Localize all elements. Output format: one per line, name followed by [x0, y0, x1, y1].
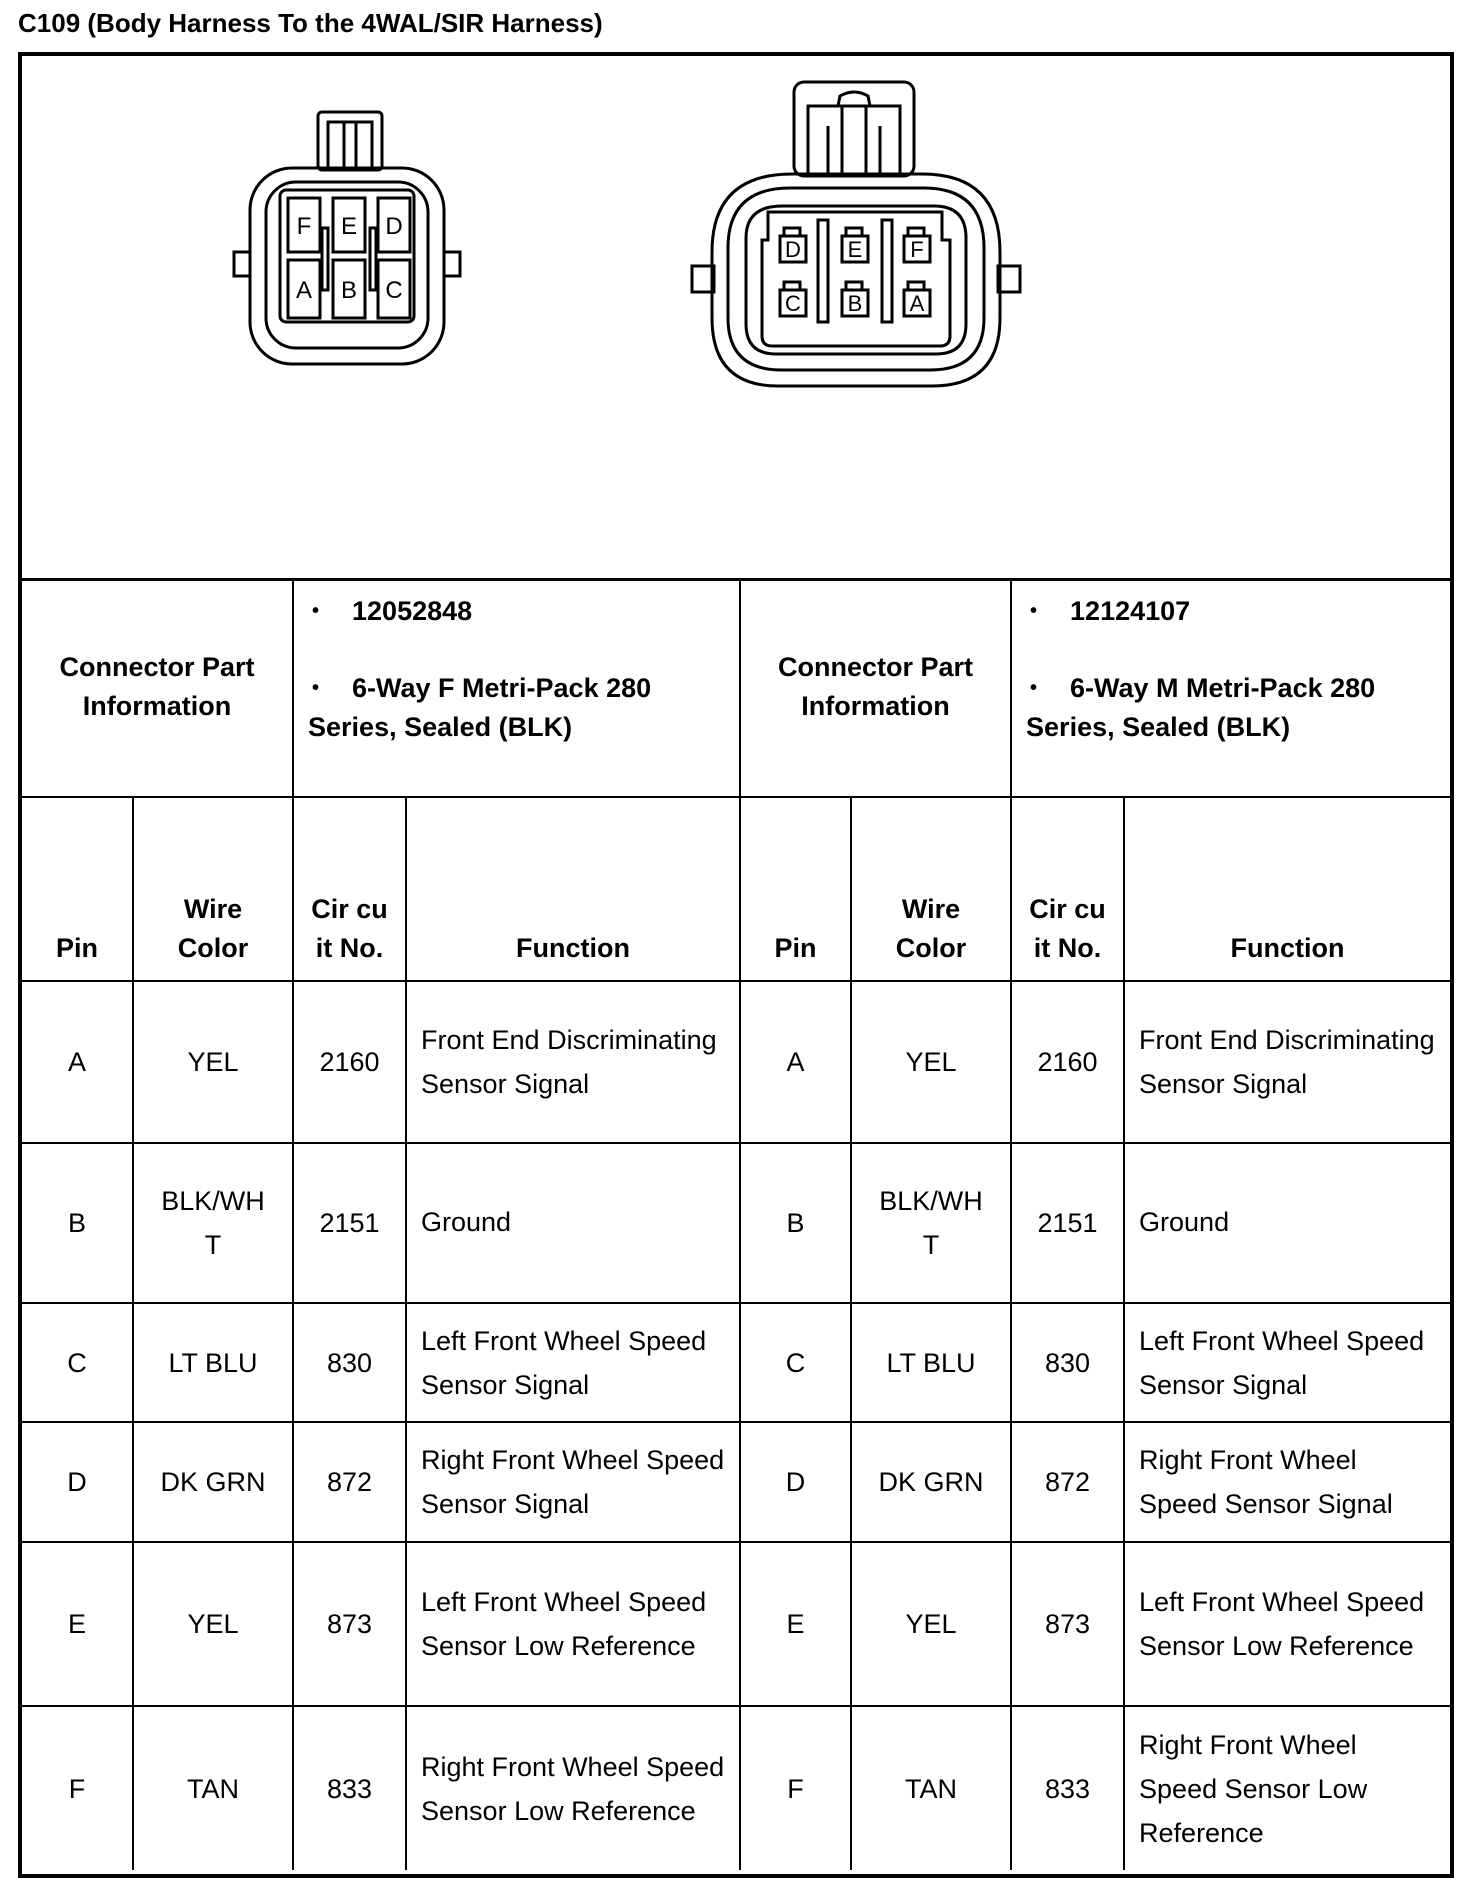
pin-label: A [295, 277, 313, 304]
connector-part-details: • 12052848 • 6-Way F Metri-Pack 280 Series, Sealed (BLK) [293, 578, 740, 797]
pin-label: A [909, 291, 925, 316]
latch-tab [794, 82, 914, 176]
pin-label: B [340, 277, 358, 304]
wire-color-cell: LT BLU [133, 1303, 293, 1422]
col-header-function: Function [406, 797, 740, 981]
col-header-circuit-no: Cir cuit No. [293, 797, 406, 981]
pin-label: E [847, 237, 863, 262]
wire-color-cell: TAN [851, 1706, 1011, 1870]
connector-part-info-label: Connector Part Information [22, 578, 293, 797]
pin-label: F [296, 213, 312, 240]
table-row [22, 1542, 1450, 1706]
wire-color-cell: YEL [851, 1542, 1011, 1706]
circuit-cell: 873 [1011, 1542, 1124, 1706]
function-cell: Ground [406, 1143, 740, 1303]
pin-cell: C [22, 1303, 133, 1422]
function-cell: Ground [1124, 1143, 1450, 1303]
pin-label: E [340, 213, 358, 240]
function-cell: Right Front Wheel Speed Sensor Low Reference [406, 1706, 740, 1870]
pin-cell: F [740, 1706, 851, 1870]
col-header-function: Function [1124, 797, 1450, 981]
pin-label: D [385, 213, 403, 240]
latch-inner [328, 122, 372, 170]
col-header-circuit-no: Cir cuit No. [1011, 797, 1124, 981]
pin-cell: A [22, 981, 133, 1143]
pin-cell: D [740, 1422, 851, 1542]
table-row [22, 981, 1450, 1143]
wire-color-cell: TAN [133, 1706, 293, 1870]
function-cell: Front End Discriminating Sensor Signal [1124, 981, 1450, 1143]
function-cell: Right Front Wheel Speed Sensor Low Reference [1124, 1706, 1450, 1870]
column-header-row [22, 797, 1450, 981]
pin-cell: D [22, 1422, 133, 1542]
pin-cell: E [740, 1542, 851, 1706]
wire-color-cell: YEL [851, 981, 1011, 1143]
pin-cell: A [740, 981, 851, 1143]
circuit-cell: 833 [293, 1706, 406, 1870]
function-cell: Left Front Wheel Speed Sensor Signal [406, 1303, 740, 1422]
male-connector-face [692, 82, 1020, 386]
wire-color-cell: DK GRN [133, 1422, 293, 1542]
part-number: 12124107 [1070, 596, 1191, 626]
circuit-cell: 2160 [293, 981, 406, 1143]
circuit-cell: 2160 [1011, 981, 1124, 1143]
table-row [22, 1303, 1450, 1422]
pin-label: C [785, 291, 801, 316]
connector-part-info-label: Connector Part Information [740, 578, 1011, 797]
circuit-cell: 830 [1011, 1303, 1124, 1422]
function-cell: Right Front Wheel Speed Sensor Signal [406, 1422, 740, 1542]
function-cell: Left Front Wheel Speed Sensor Low Reference [406, 1542, 740, 1706]
pin-label: F [910, 237, 924, 262]
part-description: 6-Way F Metri-Pack 280 Series, Sealed (BLK) [308, 673, 652, 742]
pin-cell: F [22, 1706, 133, 1870]
connector-table-frame [18, 52, 1454, 1878]
pin-label: B [847, 291, 863, 316]
part-description: 6-Way M Metri-Pack 280 Series, Sealed (BLK) [1026, 673, 1376, 742]
connector-diagram-area [22, 56, 1450, 581]
function-cell: Left Front Wheel Speed Sensor Low Reference [1124, 1542, 1450, 1706]
pin-cell: B [22, 1143, 133, 1303]
wire-color-cell: YEL [133, 1542, 293, 1706]
circuit-cell: 830 [293, 1303, 406, 1422]
wire-color-cell: BLK/WHT [133, 1143, 293, 1303]
circuit-cell: 2151 [1011, 1143, 1124, 1303]
page-title: C109 (Body Harness To the 4WAL/SIR Harness) [18, 8, 603, 38]
col-header-pin: Pin [740, 797, 851, 981]
connector-part-details: • 12124107 • 6-Way M Metri-Pack 280 Series, Sealed (BLK) [1011, 578, 1450, 797]
circuit-cell: 873 [293, 1542, 406, 1706]
table-row [22, 1143, 1450, 1303]
wire-color-cell: BLK/WHT [851, 1143, 1011, 1303]
circuit-cell: 2151 [293, 1143, 406, 1303]
table-row [22, 1706, 1450, 1870]
function-cell: Right Front Wheel Speed Sensor Signal [1124, 1422, 1450, 1542]
col-header-pin: Pin [22, 797, 133, 981]
pin-cell: C [740, 1303, 851, 1422]
circuit-cell: 833 [1011, 1706, 1124, 1870]
col-header-wire-color: Wire Color [851, 797, 1011, 981]
circuit-cell: 872 [293, 1422, 406, 1542]
connector-diagrams [22, 56, 1450, 576]
pin-cell: E [22, 1542, 133, 1706]
circuit-cell: 872 [1011, 1422, 1124, 1542]
wire-color-cell: DK GRN [851, 1422, 1011, 1542]
wire-color-cell: LT BLU [851, 1303, 1011, 1422]
pin-cell: B [740, 1143, 851, 1303]
connector-info-row [22, 578, 1450, 797]
col-header-wire-color: Wire Color [133, 797, 293, 981]
function-cell: Left Front Wheel Speed Sensor Signal [1124, 1303, 1450, 1422]
table-row [22, 1422, 1450, 1542]
pin-label: D [785, 237, 801, 262]
pin-label: C [385, 277, 403, 304]
pinout-table [22, 578, 1450, 1870]
wire-color-cell: YEL [133, 981, 293, 1143]
function-cell: Front End Discriminating Sensor Signal [406, 981, 740, 1143]
part-number: 12052848 [352, 596, 473, 626]
